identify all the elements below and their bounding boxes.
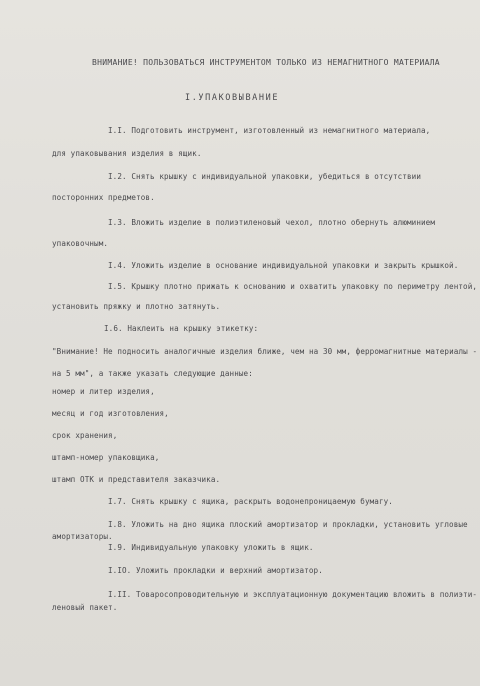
text-line: I.3. Вложить изделие в полиэтиленовый чехол, плотно обернуть алюминием (108, 218, 436, 227)
text-line: I.8. Уложить на дно ящика плоский амортизатор и прокладки, установить угловые (108, 520, 468, 529)
text-line: I.6. Наклеить на крышку этикетку: (104, 324, 259, 333)
text-line: на 5 мм", а также указать следующие данные: (52, 369, 253, 378)
text-line: I.9. Индивидуальную упаковку уложить в ящик. (108, 543, 314, 552)
text-line: I.4. Уложить изделие в основание индивидуальной упаковки и закрыть крышкой. (108, 261, 459, 270)
text-line: I.II. Товаросопроводительную и эксплуатационную документацию вложить в полиэти- (108, 590, 478, 599)
text-line: штамп-номер упаковщика, (52, 453, 160, 462)
text-line: номер и литер изделия, (52, 387, 155, 396)
warning-heading: ВНИМАНИЕ! ПОЛЬЗОВАТЬСЯ ИНСТРУМЕНТОМ ТОЛЬКО ИЗ НЕМАГНИТНОГО МАТЕРИАЛА (92, 58, 440, 67)
text-line: месяц и год изготовления, (52, 409, 169, 418)
section-title: I.УПАКОВЫВАНИЕ (185, 93, 280, 103)
text-line: штамп ОТК и представителя заказчика. (52, 475, 221, 484)
text-line: I.7. Снять крышку с ящика, раскрыть водонепроницаемую бумагу. (108, 497, 393, 506)
text-line: установить пряжку и плотно затянуть. (52, 302, 221, 311)
text-line: упаковочным. (52, 239, 109, 248)
text-line: посторонних предметов. (52, 193, 155, 202)
text-line: амортизаторы. (52, 532, 113, 541)
text-line: для упаковывания изделия в ящик. (52, 149, 202, 158)
text-line: I.5. Крышку плотно прижать к основанию и охватить упаковку по периметру лентой, (108, 282, 478, 291)
text-line: I.2. Снять крышку с индивидуальной упаковки, убедиться в отсутствии (108, 172, 422, 181)
text-line: I.I. Подготовить инструмент, изготовленный из немагнитного материала, (108, 126, 431, 135)
text-line: срок хранения, (52, 431, 118, 440)
text-line: I.IO. Уложить прокладки и верхний амортизатор. (108, 566, 323, 575)
text-line: леновый пакет. (52, 603, 118, 612)
text-line: "Внимание! Не подносить аналогичные изделия ближе, чем на 30 мм, ферромагнитные материалы - (52, 347, 478, 356)
